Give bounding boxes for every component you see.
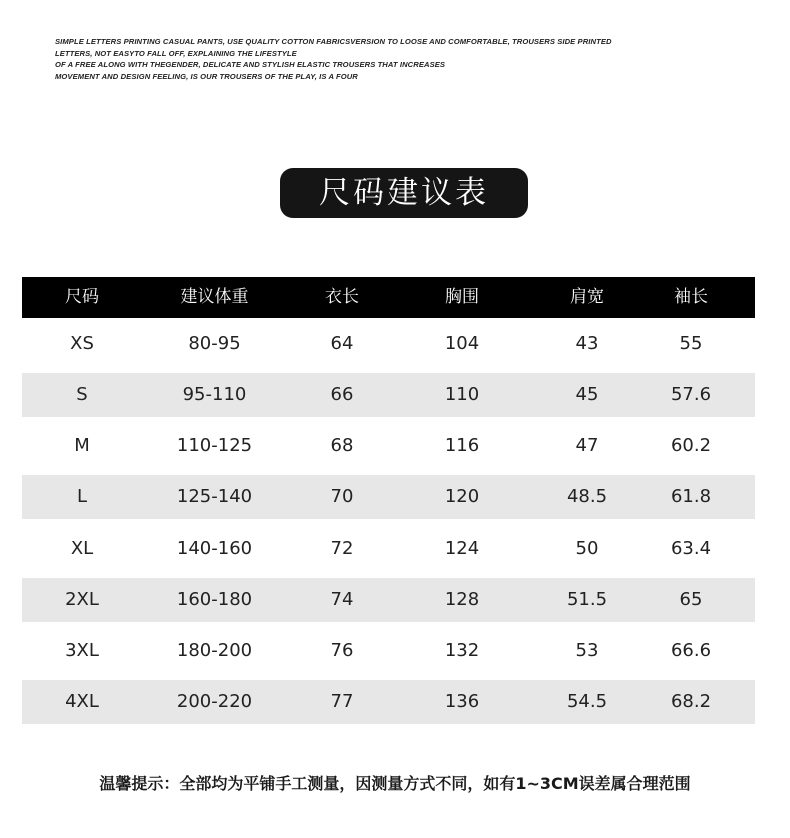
description-line: LETTERS, NOT EASYTO FALL OFF, EXPLAINING THE LIFESTYLE (55, 48, 297, 58)
cell-chest: 128 (444, 588, 480, 610)
cell-size: 4XL (65, 690, 99, 712)
cell-length: 74 (330, 588, 354, 610)
header-weight: 建议体重 (180, 287, 249, 307)
cell-chest: 116 (444, 435, 480, 457)
cell-sleeve: 68.2 (670, 690, 712, 712)
cell-shoulder: 50 (575, 537, 599, 559)
cell-shoulder: 54.5 (566, 690, 608, 712)
table-row (22, 523, 755, 574)
description-line: SIMPLE LETTERS PRINTING CASUAL PANTS, USE QUALITY COTTON FABRICSVERSION TO LOOSE AND COMFORTABLE, TROUSERS SIDE PRINTED (55, 37, 612, 46)
cell-length: 76 (330, 640, 354, 662)
cell-shoulder: 53 (575, 640, 599, 662)
cell-sleeve: 63.4 (670, 537, 712, 559)
cell-shoulder: 43 (575, 333, 599, 354)
cell-size: L (76, 486, 88, 508)
header-sleeve: 袖长 (674, 287, 708, 307)
cell-sleeve: 55 (679, 333, 703, 354)
cell-sleeve: 57.6 (670, 383, 712, 405)
cell-sleeve: 61.8 (670, 486, 712, 508)
measurement-note: 温馨提示：全部均为平铺手工测量，因测量方式不同，如有1~3CM误差属合理范围 (99, 774, 691, 793)
table-row (22, 475, 755, 519)
cell-chest: 124 (444, 537, 480, 559)
table-row (22, 373, 755, 417)
cell-size: S (76, 383, 88, 405)
cell-chest: 120 (444, 486, 480, 508)
cell-size: XL (70, 537, 94, 559)
cell-chest: 136 (444, 690, 480, 712)
cell-sleeve: 60.2 (670, 435, 712, 457)
header-chest: 胸围 (445, 287, 479, 307)
table-row (22, 420, 755, 471)
header-shoulder: 肩宽 (570, 287, 604, 307)
cell-shoulder: 45 (575, 383, 599, 405)
size-chart-table (22, 277, 755, 728)
description-line: OF A FREE ALONG WITH THEGENDER, DELICATE AND STYLISH ELASTIC TROUSERS THAT INCREASES (55, 60, 446, 70)
cell-weight: 160-180 (176, 588, 253, 610)
cell-chest: 110 (444, 383, 480, 405)
table-row (22, 625, 755, 676)
header-length: 衣长 (325, 287, 359, 307)
cell-weight: 80-95 (188, 333, 241, 354)
table-row (22, 318, 755, 369)
cell-weight: 110-125 (176, 435, 253, 457)
cell-length: 72 (330, 537, 354, 559)
cell-length: 77 (330, 690, 354, 712)
cell-weight: 200-220 (176, 690, 253, 712)
header-size: 尺码 (65, 287, 99, 307)
cell-size: XS (70, 333, 94, 354)
cell-sleeve: 66.6 (670, 640, 712, 662)
cell-weight: 180-200 (176, 640, 253, 662)
table-header-row (22, 277, 755, 318)
cell-length: 68 (330, 435, 354, 457)
cell-weight: 95-110 (182, 383, 247, 405)
cell-size: 2XL (65, 588, 99, 610)
cell-shoulder: 47 (575, 435, 599, 457)
cell-chest: 104 (444, 333, 480, 354)
product-description (55, 36, 755, 82)
cell-weight: 125-140 (176, 486, 253, 508)
cell-shoulder: 48.5 (566, 486, 608, 508)
description-line: MOVEMENT AND DESIGN FEELING, IS OUR TROUSERS OF THE PLAY, IS A FOUR (55, 71, 358, 81)
cell-chest: 132 (444, 640, 480, 662)
cell-weight: 140-160 (176, 537, 253, 559)
page-title: 尺码建议表 (280, 168, 528, 218)
table-row (22, 578, 755, 622)
cell-size: M (74, 435, 90, 457)
cell-sleeve: 65 (679, 588, 703, 610)
cell-size: 3XL (65, 640, 99, 662)
cell-length: 66 (330, 383, 354, 405)
cell-length: 64 (330, 333, 354, 354)
cell-length: 70 (330, 486, 354, 508)
table-row (22, 680, 755, 724)
cell-shoulder: 51.5 (566, 588, 608, 610)
